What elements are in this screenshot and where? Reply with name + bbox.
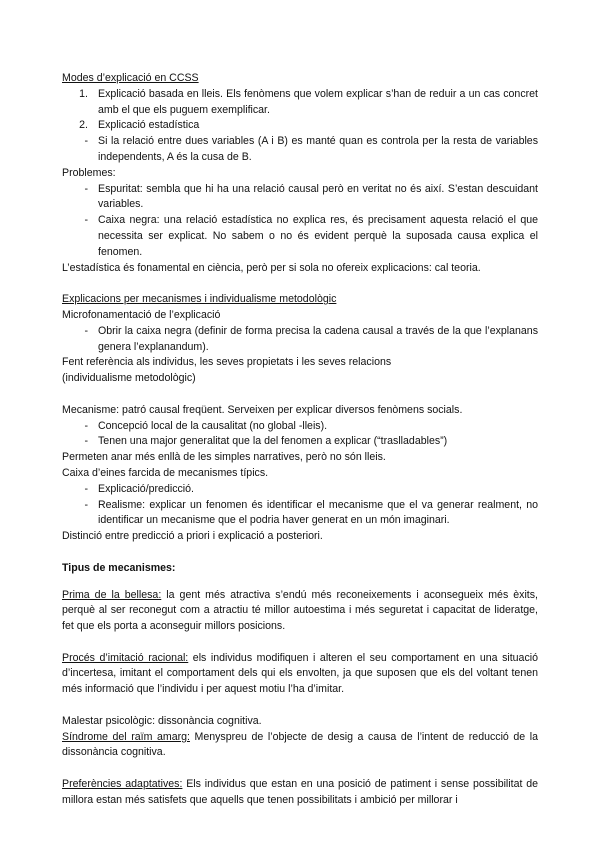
paragraph: L’estadística és fonamental en ciència, però per si sola no ofereix explicacions: cal teoria.: [62, 261, 481, 274]
list-marker: -: [84, 135, 88, 148]
dash-item: [62, 482, 538, 498]
term: Prima de la bellesa:: [62, 588, 162, 601]
section-heading-modes: Modes d’explicació en CCSS: [62, 72, 199, 84]
spacer: [62, 635, 538, 651]
list-text: Realisme: explicar un fenomen és identificar el mecanisme que el va generar realment, no identificar un mecanisme que el podria haver generat en un món imaginari.: [98, 498, 538, 527]
spacer: [62, 545, 538, 561]
spacer: [62, 387, 538, 403]
paragraph-sindrome: [62, 730, 538, 762]
paragraph-prima: [62, 588, 538, 635]
definition: els individus modifiquen i alteren el seu comportament en una situació d’incertesa, imitant el comportament dels qui els envolten, ja que suposen que els del voltant tenen més informació que l’individu i per aquest motiu l’ha d’imitar.: [62, 651, 538, 696]
spacer: [62, 276, 538, 292]
dash-item: [62, 213, 538, 260]
spacer: [62, 698, 538, 714]
dash-item: [62, 434, 538, 450]
dash-item: [62, 419, 538, 435]
list-marker: -: [84, 324, 88, 337]
section-heading-tipus: Tipus de mecanismes:: [62, 561, 176, 574]
paragraph: Caixa d’eines farcida de mecanismes típics.: [62, 466, 269, 479]
definition: Menyspreu de l’objecte de desig a causa de l’intent de reducció de la dissonància cognitiva.: [62, 730, 538, 759]
term: Preferències adaptatives:: [62, 778, 183, 791]
paragraph: (individualisme metodològic): [62, 372, 196, 385]
list-marker: -: [84, 214, 88, 227]
numbered-item: [62, 87, 538, 119]
list-marker: -: [84, 482, 88, 495]
paragraph: Microfonamentació de l’explicació: [62, 308, 221, 321]
term: Síndrome del raïm amarg:: [62, 730, 190, 743]
dash-item: [62, 498, 538, 530]
paragraph: Fent referència als individus, les seves propietats i les seves relacions: [62, 356, 392, 369]
document-page: [62, 71, 538, 809]
list-marker: 1.: [79, 87, 88, 100]
paragraph: Malestar psicològic: dissonància cognitiva.: [62, 714, 262, 727]
definition: Els individus que estan en una posició de patiment i sense possibilitat de millora estan més satisfets que aquells que tenen possibilitats i ambició per millorar i: [62, 778, 539, 806]
list-text: Explicació/predicció.: [98, 482, 194, 495]
term: Procés d’imitació racional:: [62, 651, 189, 664]
list-marker: -: [84, 182, 88, 195]
numbered-item: [62, 118, 538, 134]
list-marker: -: [84, 435, 88, 448]
paragraph-preferencies: [62, 777, 538, 809]
list-text: Concepció local de la causalitat (no global -lleis).: [98, 419, 328, 432]
list-text: Caixa negra: una relació estadística no explica res, és precisament aquesta relació el que necessita ser explicat. No sabem o no és evident perquè la suposada causa explica el fenomen.: [98, 214, 538, 258]
dash-item: [62, 134, 538, 166]
spacer: [62, 577, 538, 588]
paragraph: Mecanisme: patró causal freqüent. Serveixen per explicar diversos fenòmens socials.: [62, 403, 463, 416]
definition: la gent més atractiva s’endú més reconeixements i aconsegueix més èxits, perquè al ser reconegut com a atractiu té millor autoestima i més seguretat i capacitat de lideratge, fet que els porta a aconseguir millors posicions.: [62, 588, 538, 633]
list-text: Explicació basada en lleis. Els fenòmens que volem explicar s’han de reduir a un cas concret amb el que els puguem exemplificar.: [98, 87, 538, 116]
list-marker: -: [84, 498, 88, 511]
list-text: Si la relació entre dues variables (A i B) es manté quan es controla per la resta de variables independents, A és la cusa de B.: [98, 135, 538, 163]
spacer: [62, 761, 538, 777]
list-text: Obrir la caixa negra (definir de forma precisa la cadena causal a través de la que l’explanans genera l’explanandum).: [98, 324, 538, 353]
paragraph: Distinció entre predicció a priori i explicació a posteriori.: [62, 530, 323, 543]
problems-label: Problemes:: [62, 166, 116, 179]
paragraph-proces: [62, 651, 538, 698]
list-text: Explicació estadística: [98, 119, 200, 132]
dash-item: [62, 324, 538, 356]
paragraph: Permeten anar més enllà de les simples narratives, però no són lleis.: [62, 451, 386, 464]
dash-item: [62, 182, 538, 214]
section-heading-mecanismes: Explicacions per mecanismes i individualisme metodològic: [62, 293, 337, 306]
list-text: Tenen una major generalitat que la del fenomen a explicar (“traslladables”): [98, 435, 448, 448]
list-marker: -: [84, 419, 88, 432]
list-text: Espuritat: sembla que hi ha una relació causal però en veritat no és així. S’estan descuidant variables.: [98, 182, 538, 211]
list-marker: 2.: [79, 119, 88, 132]
